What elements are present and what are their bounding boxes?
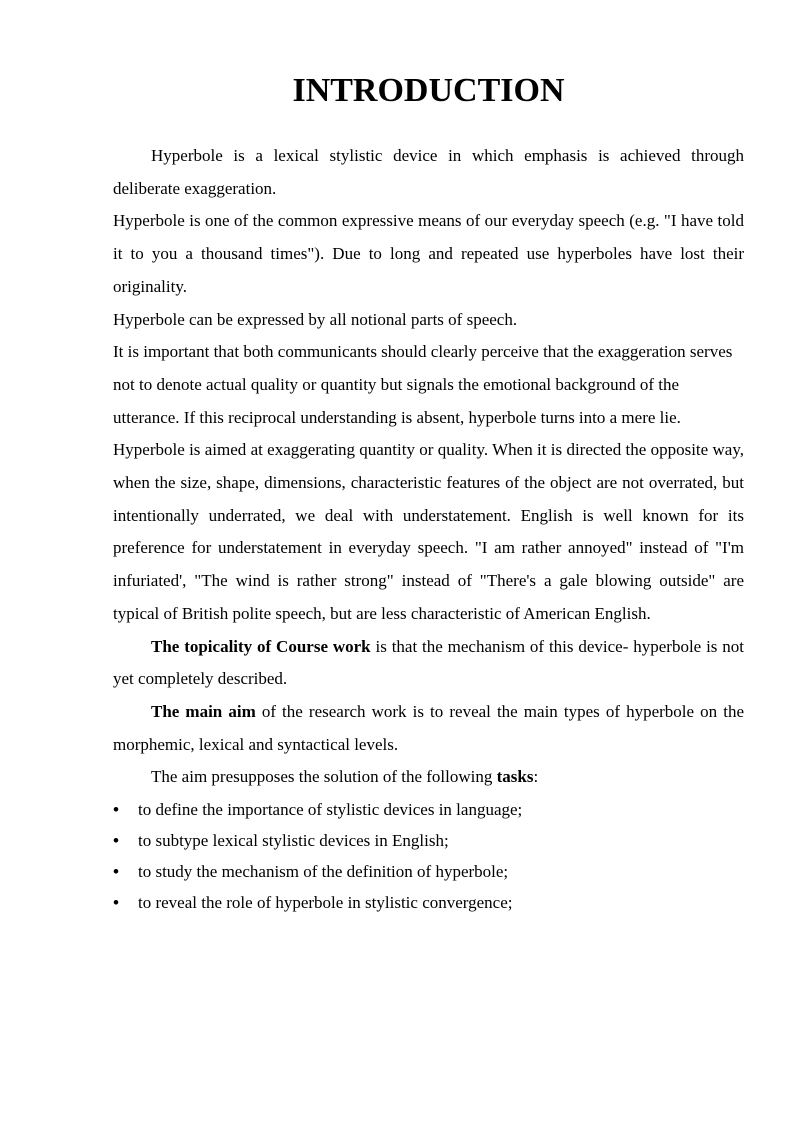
paragraph-understatement: Hyperbole is aimed at exaggerating quantity or quality. When it is directed the opposite way, when the size, shape, dimensions, characteristic features of the object are not overrated, but intentionally underrated, we deal with understatement. English is well known for its preference for understatement in everyday speech. "I am rather annoyed" instead of "I'm infuriated', "The wind is rather strong" instead of "There's a gale blowing outside" are typical of British polite speech, but are less characteristic of American English. <box>113 440 744 623</box>
list-item <box>113 794 744 825</box>
list-item-text: to subtype lexical stylistic devices in English; <box>138 831 449 851</box>
main-aim-label: The main aim <box>151 701 256 721</box>
list-item <box>113 825 744 856</box>
bullet-icon: • <box>113 862 119 882</box>
paragraph-everyday-speech: Hyperbole is one of the common expressive means of our everyday speech (e.g. "I have told it to you a thousand times"). Due to long and repeated use hyperboles have lost their originality. <box>113 211 744 296</box>
bullet-icon: • <box>113 893 119 913</box>
tasks-label: tasks <box>496 767 534 787</box>
tasks-intro-text: The aim presupposes the solution of the following <box>151 767 497 787</box>
list-item-text: to reveal the role of hyperbole in stylistic convergence; <box>138 893 513 913</box>
main-aim-text: of the research work is to reveal the main types of hyperbole on the morphemic, lexical and syntactical levels. <box>113 701 745 754</box>
topicality-label: The topicality of Course work <box>151 636 371 656</box>
topicality-text: is that the mechanism of this device- hyperbole is not yet completely described. <box>113 636 744 689</box>
bullet-icon: • <box>113 831 119 851</box>
bullet-icon: • <box>113 800 119 820</box>
paragraph-definition: Hyperbole is a lexical stylistic device in which emphasis is achieved through deliberate exaggeration. <box>113 146 744 198</box>
paragraph-topicality <box>113 631 744 696</box>
list-item <box>113 856 744 887</box>
paragraph-communicants: It is important that both communicants should clearly perceive that the exaggeration serves not to denote actual quality or quantity but signals the emotional background of the utterance. If this reciprocal understanding is absent, hyperbole turns into a mere lie. <box>113 342 733 427</box>
list-item-text: to define the importance of stylistic devices in language; <box>138 800 523 820</box>
tasks-list <box>113 794 744 918</box>
paragraph-tasks-intro <box>113 761 744 794</box>
page-title: INTRODUCTION <box>292 72 565 109</box>
paragraph-parts-of-speech: Hyperbole can be expressed by all notional parts of speech. <box>113 309 518 329</box>
paragraph-main-aim <box>113 696 744 761</box>
tasks-intro-suffix: : <box>533 767 539 787</box>
document-body <box>113 140 744 918</box>
list-item-text: to study the mechanism of the definition of hyperbole; <box>138 862 509 882</box>
list-item <box>113 887 744 918</box>
